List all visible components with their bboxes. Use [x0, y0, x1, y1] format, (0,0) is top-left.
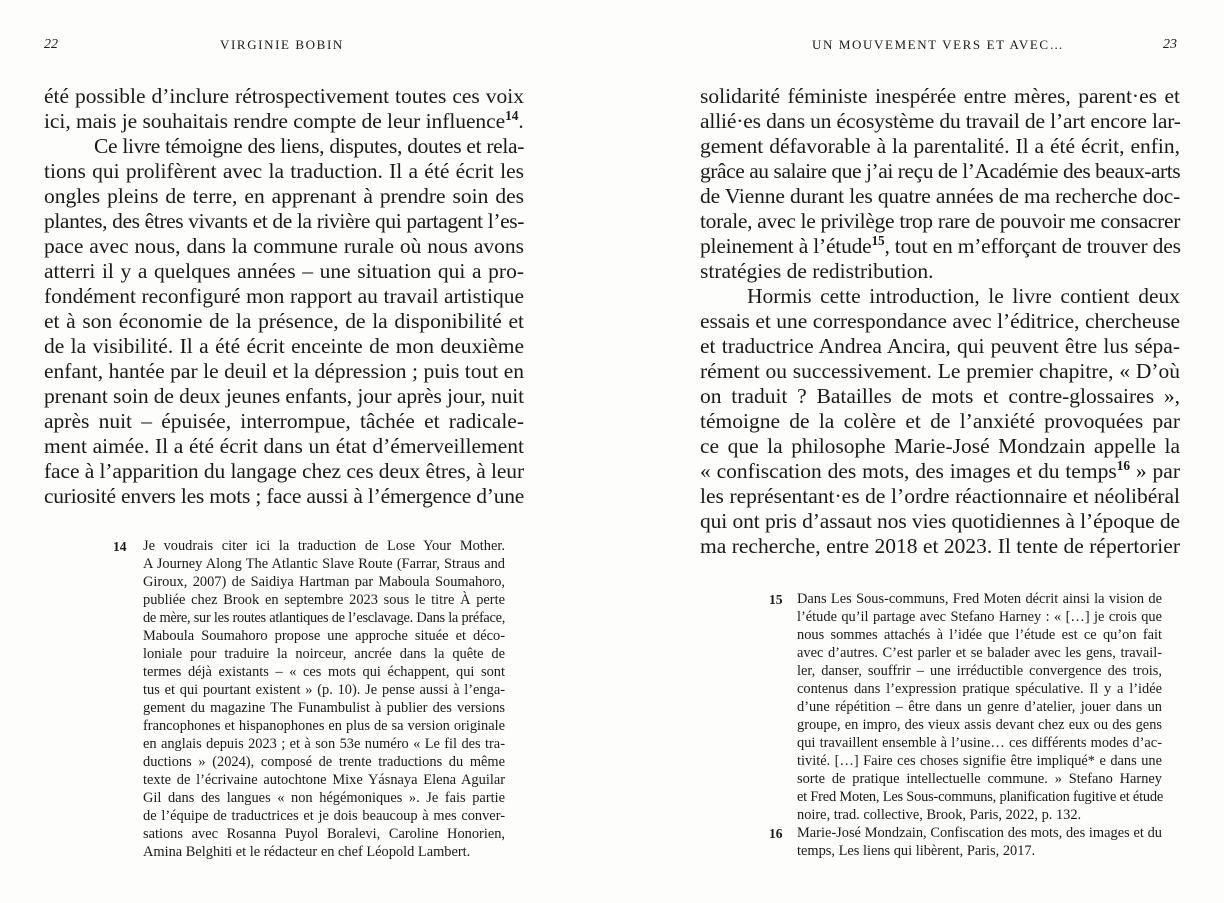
- body-line: [44, 109, 524, 134]
- body-line: essais et une correspondance avec l’éditrice, chercheuse: [700, 309, 1180, 333]
- body-line: et traductrice Andrea Ancira, qui peuvent être lus sépa-: [700, 334, 1180, 358]
- body-line: et à son économie de la présence, de la disponibilité et: [44, 309, 524, 333]
- body-line: atterri il y a quelques années – une situation qui a pro-: [44, 259, 524, 283]
- body-line: Ce livre témoigne des liens, disputes, doutes et rela-: [94, 134, 524, 158]
- right-page-number: 23: [1163, 37, 1177, 52]
- footnote-line: de l’équipe de traductrices et je dois beaucoup à mes conver-: [143, 808, 505, 824]
- body-line: de Vienne durant les quatre années de ma recherche doc-: [700, 184, 1181, 208]
- footnote-line: l’étude qu’il partage avec Stefano Harney : « […] je crois que: [797, 609, 1162, 625]
- body-line: face à l’apparition du langage chez ces deux êtres, à leur: [44, 459, 524, 483]
- footnote-line: en anglais depuis 2023 ; et à son 53e numéro « Le fil des tra-: [143, 736, 505, 752]
- left-page-number: 22: [44, 37, 58, 52]
- footnote-line: Marie-José Mondzain, Confiscation des mots, des images et du: [797, 825, 1162, 841]
- body-line: tions qui prolifèrent avec la traduction. Il a été écrit les: [44, 159, 524, 183]
- body-line: plantes, des êtres vivants et de la rivière qui partagent l’es-: [44, 209, 524, 233]
- body-line: ongles pleins de terre, en apprenant à prendre soin des: [44, 184, 524, 208]
- footnote-line: tus et qui pourtant existent » (p. 10). Je pense aussi à l’enga-: [143, 682, 505, 698]
- body-line: ma recherche, entre 2018 et 2023. Il tente de répertorier: [700, 534, 1180, 558]
- footnote-line: nous sommes attachés à l’idée que l’étude est ce qu’on fait: [797, 627, 1162, 643]
- body-text: « confiscation des mots, des images et du temps: [700, 459, 1117, 483]
- body-line: grâce au salaire que j’ai reçu de l’Académie des beaux-arts: [700, 159, 1181, 183]
- body-line: pace avec nous, dans la commune rurale où nous avons: [44, 234, 524, 258]
- body-line: Hormis cette introduction, le livre contient deux: [747, 284, 1180, 308]
- body-line: après nuit – épuisée, interrompue, tâchée et radicale-: [44, 409, 524, 433]
- footnote-line: sations avec Rosanna Puyol Boralevi, Caroline Honorien,: [143, 826, 505, 842]
- footnote-line: groupe, en impro, des vieux assis devant chez eux ou des gens: [797, 717, 1162, 733]
- footnote-line: contenus dans l’expression pratique spéculative. Il y a l’idée: [797, 681, 1162, 697]
- footnote-line: texte de l’écrivaine autochtone Mixe Yásnaya Elena Aguilar: [143, 772, 505, 788]
- footnote-ref-16[interactable]: 16: [1116, 457, 1131, 473]
- footnote-line: ler, danser, souffrir – une irréductible convergence des trois,: [797, 663, 1162, 679]
- body-line: allié·es dans un écosystème du travail de l’art encore lar-: [700, 109, 1181, 133]
- footnote-line: Je voudrais citer ici la traduction de Lose Your Mother.: [143, 538, 505, 554]
- footnote-line: noire, trad. collective, Brook, Paris, 2022, p. 132.: [797, 807, 1082, 823]
- body-text: » par: [1130, 459, 1181, 483]
- footnote-line: et Fred Moten, Les Sous-communs, planification fugitive et étude: [797, 789, 1164, 805]
- right-running-head: UN MOUVEMENT VERS ET AVEC…: [812, 37, 1065, 52]
- footnote-line: de mère, sur les routes atlantiques de l’esclavage. Dans la préface,: [143, 610, 505, 626]
- footnote-line: gement du magazine The Funambulist à publier des versions: [143, 700, 505, 716]
- body-line: prenant soin de deux jeunes enfants, jour après jour, nuit: [44, 384, 524, 408]
- footnote-line: A Journey Along The Atlantic Slave Route (Farrar, Straus and: [143, 556, 505, 572]
- footnote-line: Gil dans des langues « non hégémoniques ». Je fais partie: [143, 790, 505, 806]
- body-line: ce que la philosophe Marie-José Mondzain appelle la: [700, 434, 1180, 458]
- footnote-number: 16: [769, 826, 783, 841]
- body-line: curiosité envers les mots ; face aussi à l’émergence d’une: [44, 484, 524, 508]
- body-line: on traduit ? Batailles de mots et contre-glossaires »,: [700, 384, 1180, 408]
- footnote-number: 15: [769, 592, 783, 607]
- footnote-line: sorte de pratique intellectuelle commune. » Stefano Harney: [797, 771, 1162, 787]
- footnote-line: Dans Les Sous-communs, Fred Moten décrit ainsi la vision de: [797, 591, 1162, 607]
- body-line: les représentant·es de l’ordre réactionnaire et néolibéral: [700, 484, 1180, 508]
- body-line: de la visibilité. Il a été écrit enceinte de mon deuxième: [44, 334, 524, 358]
- body-line: torale, avec le privilège trop rare de pouvoir me consacrer: [700, 209, 1181, 233]
- body-text: .: [518, 109, 524, 133]
- body-text: pleinement à l’étude: [700, 234, 872, 258]
- footnote-line: tivité. […] Faire ces choses signifie être impliqué* e dans une: [797, 753, 1162, 769]
- footnote-line: francophones et hispanophones en plus de sa version originale: [143, 718, 505, 734]
- footnote-line: temps, Les liens qui libèrent, Paris, 2017.: [797, 843, 1036, 859]
- footnote-number: 14: [113, 539, 127, 554]
- body-line: stratégies de redistribution.: [700, 259, 934, 283]
- body-text: ici, mais je souhaitais rendre compte de leur influence: [44, 109, 506, 133]
- footnote-line: d’une répétition – être dans un genre d’atelier, jouer dans un: [797, 699, 1162, 715]
- body-line: fondément reconfiguré mon rapport au travail artistique: [44, 284, 524, 308]
- footnote-line: ductions » (2024), composé de trente traductions du même: [143, 754, 505, 770]
- body-line: ment aimée. Il a été écrit dans un état d’émerveillement: [44, 434, 524, 458]
- footnote-line: termes déjà existants – « ces mots qui échappent, qui sont: [143, 664, 505, 680]
- body-line: qui ont pris d’assaut nos vies quotidiennes à l’époque de: [700, 509, 1180, 533]
- footnote-line: avec d’autres. C’est parler et se balader avec les gens, travail-: [797, 645, 1162, 661]
- body-line: solidarité féministe inespérée entre mères, parent·es et: [700, 84, 1180, 108]
- body-line: gement défavorable à la parentalité. Il a été écrit, enfin,: [700, 134, 1180, 158]
- body-text: , tout en m’efforçant de trouver des: [884, 234, 1181, 258]
- body-line: rément ou successivement. Le premier chapitre, « D’où: [700, 359, 1180, 383]
- footnote-ref-15[interactable]: 15: [871, 232, 885, 248]
- body-line: [700, 234, 1180, 259]
- footnote-line: Maboula Soumahoro propose une approche située et déco-: [143, 628, 505, 644]
- footnote-ref-14[interactable]: 14: [505, 107, 519, 123]
- footnote-line: publiée chez Brook en septembre 2023 sous le titre À perte: [143, 592, 505, 608]
- body-line: témoigne de la colère et de l’anxiété provoquées par: [700, 409, 1180, 433]
- footnote-line: qui travaillent ensemble à l’usine… ces différents modes d’ac-: [797, 735, 1162, 751]
- footnote-line: Amina Belghiti et le rédacteur en chef Léopold Lambert.: [143, 844, 471, 860]
- footnote-line: loniale pour traduire la noirceur, ancrée dans la quête de: [143, 646, 505, 662]
- footnote-line: Giroux, 2007) de Saidiya Hartman par Maboula Soumahoro,: [143, 574, 505, 590]
- left-running-head: VIRGINIE BOBIN: [220, 37, 344, 52]
- body-line: enfant, hantée par le deuil et la dépression ; puis tout en: [44, 359, 524, 383]
- body-line: [700, 459, 1180, 484]
- body-line: été possible d’inclure rétrospectivement toutes ces voix: [44, 84, 524, 108]
